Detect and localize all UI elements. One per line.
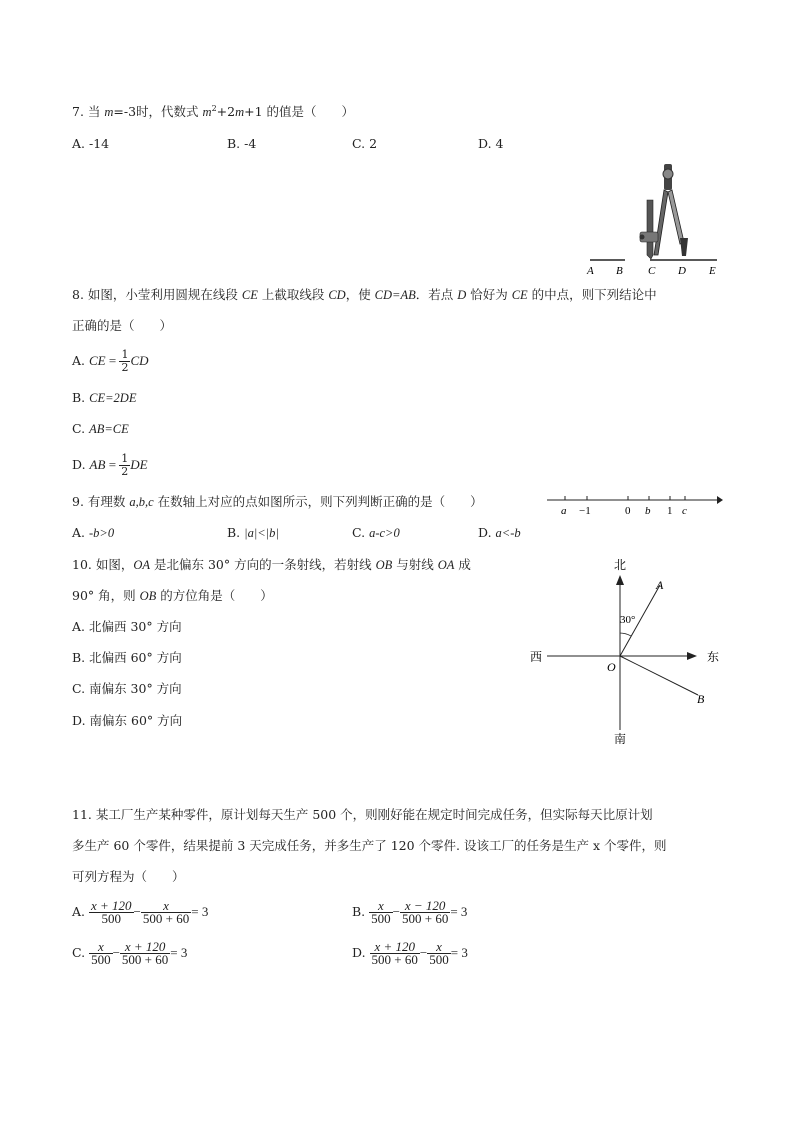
q10-option-c: C. 南偏东 30° 方向 [72,681,182,696]
q8-option-d: D. AB = $\frac{1}{2}$ DE [72,452,148,478]
q8-option-a: A. CE = $\frac{1}{2}$ CD [72,348,149,374]
label-angle: 30° [620,614,636,626]
label-west: 西 [530,650,543,664]
nl-label-b: b [645,505,651,517]
q7-stem: 7. 当 m=-3时，代数式 $m^2+2m+1$ 的值是（ ） [72,103,355,119]
q10-stem-line1: 10. 如图，OA 是北偏东 30° 方向的一条射线，若射线 OB 与射线 OA 成 [72,557,471,572]
q9-option-c: C. a-c>0 [352,525,400,540]
label-south: 南 [614,732,627,746]
nl-label-neg1: −1 [579,505,591,517]
label-a: A [656,578,664,592]
nl-label-c: c [682,505,687,517]
q8-option-c: C. AB=CE [72,421,129,436]
q10-stem-line2: 90° 角，则 OB 的方位角是（ ） [72,588,273,603]
fig-label-b: B [616,265,623,277]
q11-option-a: A. $\frac{x + 120}{500}$ − $\frac{x}{500 + 60}$ = 3 [72,898,209,926]
q7-option-d: D. 4 [478,136,504,151]
fig-label-c: C [648,265,656,277]
fig-label-e: E [709,265,716,277]
q7-option-c: C. 2 [352,136,378,151]
q9-number-line [545,490,725,520]
q8-stem-line2: 正确的是（ ） [72,318,173,333]
nl-label-a: a [561,505,567,517]
q10-option-a: A. 北偏西 30° 方向 [72,619,182,634]
nl-label-0: 0 [625,505,631,517]
label-o: O [607,660,616,674]
q8-option-b: B. CE=2DE [72,390,137,405]
q11-stem-line2: 多生产 60 个零件，结果提前 3 天完成任务，并多生产了 120 个零件. 设该工厂的任务是生产 x 个零件，则 [72,838,667,853]
label-b: B [697,692,705,706]
q10-option-d: D. 南偏东 60° 方向 [72,713,183,728]
q11-stem-line1: 11. 某工厂生产某种零件，原计划每天生产 500 个，则刚好能在规定时间完成任务，但实际每天比原计划 [72,807,653,822]
q9-stem: 9. 有理数 a,b,c 在数轴上对应的点如图所示，则下列判断正确的是（ ） [72,494,483,509]
q8-compass-figure [580,160,730,280]
fig-label-d: D [678,265,686,277]
q9-option-a: A. -b>0 [72,525,115,540]
q7-option-b: B. -4 [227,136,257,151]
fig-label-a: A [587,265,594,277]
q10-option-b: B. 北偏西 60° 方向 [72,650,182,665]
label-east: 东 [707,650,720,664]
q11-stem-line3: 可列方程为（ ） [72,869,185,884]
compass-icon [640,164,689,259]
q11-option-c: C. $\frac{x}{500}$ − $\frac{x + 120}{500 + 60}$ = 3 [72,939,188,967]
q7-option-a: A. -14 [72,136,110,151]
q8-stem-line1: 8. 如图，小莹利用圆规在线段 CE 上截取线段 CD，使 CD=AB．若点 D 恰好为 CE 的中点，则下列结论中 [72,287,657,302]
q9-option-b: B. |a|<|b| [227,525,279,540]
q10-direction-figure [525,555,725,750]
q11-option-b: B. $\frac{x}{500}$ − $\frac{x - 120}{500 + 60}$ = 3 [352,898,468,926]
q11-option-d: D. $\frac{x + 120}{500 + 60}$ − $\frac{x}{500}$ = 3 [352,939,468,967]
label-north: 北 [614,558,627,572]
q9-option-d: D. a<-b [478,525,521,540]
nl-label-1: 1 [667,505,673,517]
